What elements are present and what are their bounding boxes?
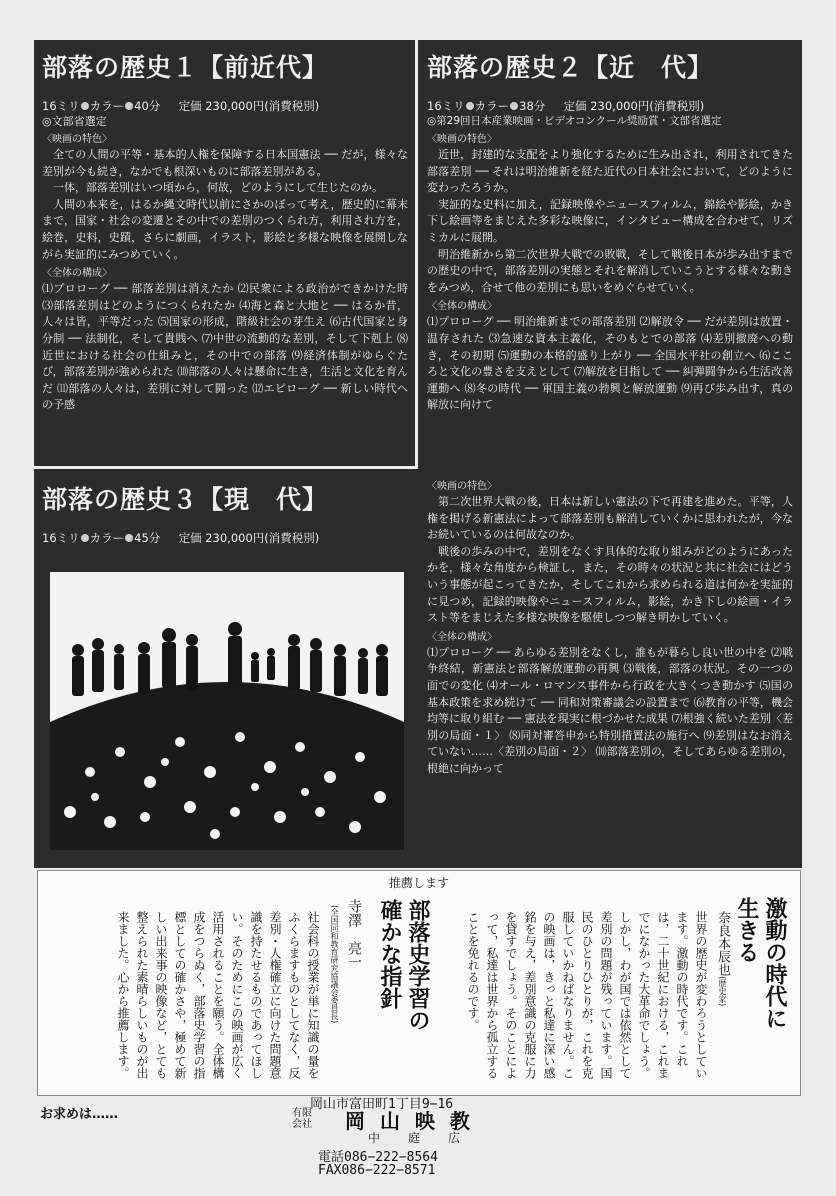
film-2-feature-heading: 〈映画の特色〉 bbox=[427, 134, 497, 145]
rec1-author-note: (歴史家) bbox=[718, 976, 727, 1007]
film-2-structure: ⑴プロローグ ── 明治維新までの部落差別 ⑵解放令 ── だが差別は放置・温存された ⑶急速な資本主義化，そのもとでの部落 ⑷差別撤廃への動き，その初期 ⑸運動の本格的盛り上がり ── 全国水平社の創立へ ⑹こころと文化の豊さを支えとして ⑺解放を目指して ── 糾弾闘争から生活改善運動へ ⑻冬の時代 ── 軍国主義の勃興と解放運動 ⑼再び歩み出す，真の解放に向けて bbox=[427, 315, 793, 412]
footer-company: 岡 山 映 教 bbox=[345, 1109, 474, 1133]
footer-address: 岡山市富田町1丁目9−16 bbox=[310, 1097, 454, 1112]
person-silhouette bbox=[310, 638, 322, 692]
rec1-title-line2: 生きる bbox=[734, 897, 759, 963]
film-1-structure: ⑴プロローグ ── 部落差別は消えたか ⑵民衆による政治ができかけた時 ⑶部落差別はどのようにつくられたか ⑷海と森と大地と ── はるか昔，人々は皆，平等だった ⑸国家の形成，階級社会の芽生え ⑹古代国家と身分制 ── 法制化，そして貴賎へ ⑺中世の流動的な差別，そして下剋上 ⑻近世における社会の仕組みと，その中での部落 ⑼経済体制がゆらぐたび，部落差別が強められた ⑽部落の人々は懸命に生き，生活と文化を育んだ ⑾部落の人々は，差別に対して闘った ⑿エピローグ ── 新しい時代への予感 bbox=[42, 282, 408, 412]
spec-price: 定価 230,000円(消費税別) bbox=[563, 99, 705, 113]
footer-tel: 電話086−222−8564 bbox=[318, 1150, 438, 1165]
rec2-author: 寺澤 亮一 bbox=[346, 899, 362, 969]
film-1-title: 部落の歴史１【前近代】 bbox=[42, 53, 329, 82]
film-2-structure-heading: 〈全体の構成〉 bbox=[427, 301, 497, 313]
bullet-icon bbox=[81, 534, 89, 542]
person-silhouette bbox=[376, 644, 388, 696]
film-2-panel bbox=[427, 48, 793, 414]
person-silhouette bbox=[162, 628, 176, 688]
person-silhouette bbox=[251, 652, 259, 682]
recommendation-heading: 推薦します bbox=[388, 876, 449, 890]
spec-duration: 38分 bbox=[519, 99, 546, 113]
bullet-icon bbox=[81, 102, 89, 110]
footer-corp-type bbox=[292, 1108, 312, 1130]
film-3-feature-p2: 戦後の歩みの中で，差別をなくす具体的な取り組みがどのようにあったかを，様々な角度から検証し，また，その時々の状況と共に社会にはどういう事態が起こってきたか，そしてこれから求められる道は何かを実証的に見つめ，記録的映像やニュースフィルム，影絵，かき下しの絵画・イラスト等をまじえた多様な映像を駆使しつつ解き明かしていく。 bbox=[427, 544, 793, 625]
film-2-feature-p1: 近世，封建的な支配をより強化するために生み出され，利用されてきた部落差別 ── それは明治維新を経た近代の日本社会において，どのように変わったろうか。 bbox=[427, 148, 793, 195]
film-2-award: ◎第29回日本産業映画・ビデオコンクール奨励賞・文部省選定 bbox=[427, 115, 722, 127]
spec-duration: 45分 bbox=[134, 531, 161, 545]
person-silhouette bbox=[358, 648, 368, 694]
bullet-icon bbox=[466, 102, 474, 110]
rec1-author-name: 奈良本辰也 bbox=[715, 911, 730, 976]
column-divider bbox=[415, 40, 418, 466]
person-silhouette bbox=[114, 644, 124, 690]
person-silhouette bbox=[334, 644, 346, 696]
spec-format: 16ミリ bbox=[42, 99, 80, 113]
corp-type-2: 会社 bbox=[292, 1119, 312, 1130]
rec2-title-line2: 確かな指針 bbox=[377, 899, 402, 1009]
film-1-feature-p3: 人間の本来を，はるか縄文時代以前にさかのぼって考え，歴史的に幕末まで，国家・社会の変遷とその中での差別のつくられ方，利用され方を，絵巻，史料，史蹟，さらに劇画，イラスト，影絵と多様な映像を展開しながら実証的にみつめていく。 bbox=[42, 197, 408, 261]
footer-fax: FAX086−222−8571 bbox=[318, 1163, 436, 1178]
spec-format: 16ミリ bbox=[42, 531, 80, 545]
footer-ask: お求めは…… bbox=[40, 1107, 119, 1122]
rec2-body: 社会科の授業が単に知識の量をふくらますものとしてなく，反差別・人権確立に向けた問題意識を持たせるものであってほしい。そのためにこの映画が広く活用されることを願う。全体構成をつらぬく，部落史学習の指標としての確かさや，極めて新しい出来事の映像など，とても整えられた素晴らしいものが出来ました。心から推薦します。 bbox=[116, 911, 320, 1079]
corp-type-1: 有限 bbox=[292, 1108, 312, 1119]
bullet-icon bbox=[510, 102, 518, 110]
rec2-title-line1: 部落史学習の bbox=[405, 899, 430, 1031]
spec-price: 定価 230,000円(消費税別) bbox=[178, 531, 320, 545]
person-silhouette bbox=[72, 644, 84, 696]
row-divider bbox=[34, 466, 418, 469]
spec-color: カラー bbox=[89, 99, 125, 113]
family-silhouette-illustration bbox=[50, 572, 404, 850]
footer-person: 中 庭 広 bbox=[368, 1131, 469, 1145]
film-1-feature-p2: 一体，部落差別はいつ頃から，何故，どのようにして生じたのか。 bbox=[53, 181, 383, 195]
film-3-feature-p1: 第二次世界大戦の後，日本は新しい憲法の下で再建を進めた。平等，人権を掲げる新憲法によって部落差別も解消していくかに思われたが，今なお続いているのは何故なのか。 bbox=[427, 495, 793, 542]
bullet-icon bbox=[125, 102, 133, 110]
spec-format: 16ミリ bbox=[427, 99, 465, 113]
person-silhouette bbox=[186, 634, 198, 690]
person-silhouette bbox=[267, 648, 275, 680]
person-silhouette bbox=[92, 638, 104, 692]
rec2-author-note: (全国同和教育研究協議会委員長) bbox=[330, 905, 339, 1024]
film-3-structure-heading: 〈全体の構成〉 bbox=[427, 631, 497, 643]
spec-color: カラー bbox=[89, 531, 125, 545]
film-1-award: ◎文部省選定 bbox=[42, 115, 107, 128]
film-2-feature-p3: 明治維新から第二次世界大戦での敗戦，そして戦後日本が歩み出すまでの歴史の中で，部落差別の実態とそれを解消していこうとする様々な動きをみつめ，合せて他の差別にも思いをめぐらせていく。 bbox=[427, 247, 793, 294]
film-1-panel bbox=[42, 48, 408, 414]
film-1-feature-heading: 〈映画の特色〉 bbox=[42, 134, 112, 145]
family-on-hill-image bbox=[50, 572, 404, 850]
rec1-body: 世界の歴史が変わろうとしています。激動の時代です。これは，二十世紀における，これまでになかった大革命でしょう。しかし，わが国では依然として差別の問題が残っています。国民のひとりひとりが，これを克服していかねばなりません。この映画は，きっと私達に深い感銘を与え，差別意識の克服に力を貸すでしょう。そのことによって，私達は世界から孤立することを免れるのです。 bbox=[466, 911, 708, 1079]
film-3-feature-heading: 〈映画の特色〉 bbox=[427, 481, 497, 492]
film-3-spec bbox=[42, 530, 408, 546]
spec-duration: 40分 bbox=[134, 99, 161, 113]
recommendation-box bbox=[37, 870, 801, 1096]
film-2-feature-p2: 実証的な史料に加え，記録映像やニュースフィルム，錦絵や影絵，かき下し絵画等をまじえた多彩な映像に，インタビュー構成を合わせて，リズミカルに展開。 bbox=[427, 197, 793, 244]
person-silhouette bbox=[288, 634, 300, 690]
film-1-spec bbox=[42, 98, 408, 114]
film-2-title: 部落の歴史２【近 代】 bbox=[427, 53, 714, 82]
bullet-icon bbox=[125, 534, 133, 542]
film-1-feature-p1: 全ての人間の平等・基本的人権を保障する日本国憲法 ── だが，様々な差別が今も続き，なかでも根深いものに部落差別がある。 bbox=[42, 148, 408, 178]
person-silhouette bbox=[228, 622, 242, 688]
film-1-structure-heading: 〈全体の構成〉 bbox=[42, 268, 112, 280]
film-3-title: 部落の歴史３【現 代】 bbox=[42, 485, 329, 514]
rec1-title-line1: 激動の時代に bbox=[762, 897, 787, 1029]
film-3-panel bbox=[427, 476, 793, 778]
spec-color: カラー bbox=[474, 99, 510, 113]
rec1-author bbox=[713, 911, 732, 1006]
person-silhouette bbox=[138, 642, 150, 694]
film-3-structure: ⑴プロローグ ── あらゆる差別をなくし，誰もが暮らし良い世の中を ⑵戦争終結，新憲法と部落解放運動の再興 ⑶戦後，部落の状況。その一つの面での変化 ⑷オール・ロマンス事件から行政を大きくつき動かす ⑸国の基本政策を求め続けて ── 同和対策審議会の設置まで ⑹教育の平等，機会均等に取り組む ── 憲法を現実に根づかせた成果 ⑺根強く続いた差別〈差別の局面・１〉 ⑻同対審答申から特別措置法の施行へ ⑼差別はなお消えていない……〈差別の局面・２〉 ⑽部落差別の，そしてあらゆる差別の，根絶に向かって bbox=[427, 645, 793, 775]
spec-price: 定価 230,000円(消費税別) bbox=[178, 99, 320, 113]
film-3-header bbox=[42, 480, 408, 546]
film-2-spec bbox=[427, 98, 793, 114]
